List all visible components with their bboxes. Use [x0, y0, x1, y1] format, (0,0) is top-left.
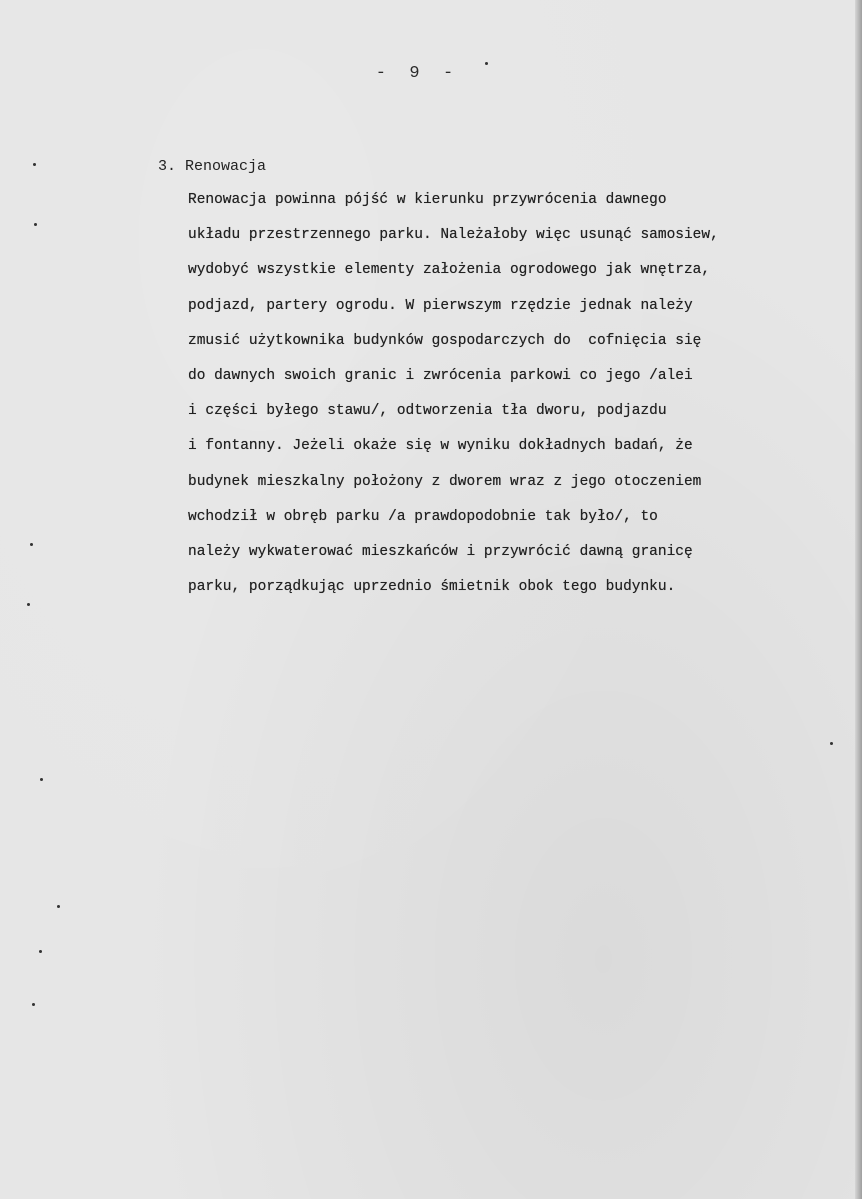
text-line: należy wykwaterować mieszkańców i przywrócić dawną granicę	[188, 543, 693, 560]
margin-speck	[40, 778, 43, 781]
text-line: budynek mieszkalny położony z dworem wraz z jego otoczeniem	[188, 473, 702, 490]
text-line: i fontanny. Jeżeli okaże się w wyniku dokładnych badań, że	[188, 438, 693, 455]
margin-speck	[30, 543, 33, 546]
text-line: wydobyć wszystkie elementy założenia ogrodowego jak wnętrza,	[188, 262, 711, 279]
text-line: do dawnych swoich granic i zwrócenia parkowi co jego /alei	[188, 367, 693, 384]
page-number: - 9 -	[375, 64, 455, 83]
page-edge-shadow	[855, 0, 862, 1199]
margin-speck	[32, 1003, 35, 1006]
margin-speck	[485, 62, 488, 65]
text-line: parku, porządkując uprzednio śmietnik obok tego budynku.	[188, 579, 676, 596]
margin-speck	[34, 223, 37, 226]
margin-speck	[57, 905, 60, 908]
text-line: zmusić użytkownika budynków gospodarczych do cofnięcia się	[188, 332, 702, 349]
margin-speck	[830, 742, 833, 745]
margin-speck	[39, 950, 42, 953]
margin-speck	[27, 603, 30, 606]
text-line: układu przestrzennego parku. Należałoby więc usunąć samosiew,	[188, 227, 719, 244]
margin-speck	[33, 163, 36, 166]
text-line: wchodził w obręb parku /a prawdopodobnie tak było/, to	[188, 508, 658, 525]
text-line: i części byłego stawu/, odtworzenia tła dworu, podjazdu	[188, 403, 667, 420]
text-line: Renowacja powinna pójść w kierunku przywrócenia dawnego	[188, 192, 667, 208]
section-heading: 3. Renowacja	[158, 158, 267, 175]
text-line: podjazd, partery ogrodu. W pierwszym rzędzie jednak należy	[188, 297, 693, 314]
section-body	[188, 183, 838, 605]
